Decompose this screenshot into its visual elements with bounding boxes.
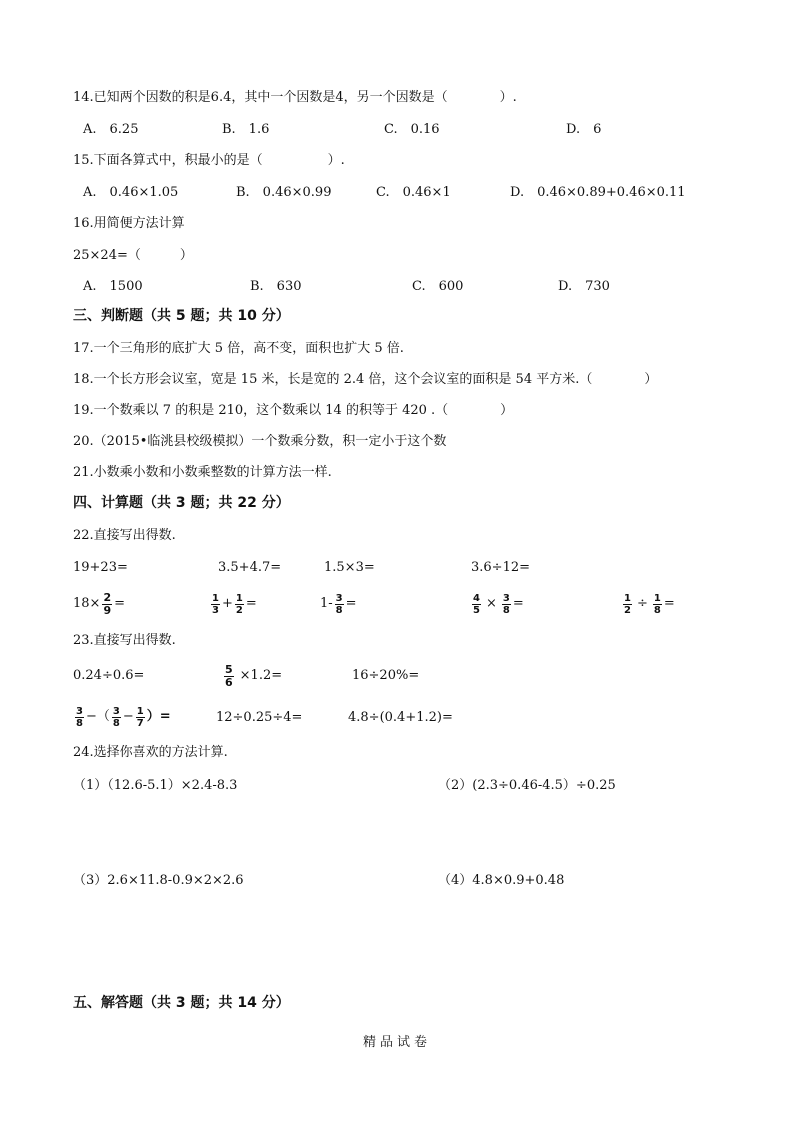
section-4-title: 四、计算题（共 3 题；共 22 分） (73, 495, 290, 511)
numerator: 1 (235, 592, 243, 604)
q22-item-4: 3.6÷12= (471, 560, 531, 575)
q22-item-7-equals: = (345, 596, 357, 611)
q24-stem: 24.选择你喜欢的方法计算. (73, 745, 228, 760)
q22-item-1: 19+23= (73, 560, 128, 575)
numerator: 1 (624, 592, 631, 604)
q23-item-4-fraction-a (75, 706, 84, 729)
q22-item-6-equals: = (245, 596, 257, 611)
denominator: 7 (136, 717, 144, 729)
q17-statement: 17.一个三角形的底扩大 5 倍，高不变，面积也扩大 5 倍. (73, 341, 404, 356)
denominator: 3 (212, 604, 219, 616)
q14-stem: 14.已知两个因数的积是6.4，其中一个因数是4，另一个因数是（ ）. (73, 90, 517, 105)
denominator: 2 (235, 604, 243, 616)
q23-item-5: 12÷0.25÷4= (216, 710, 303, 725)
q22-item-9-operator: ÷ (636, 596, 648, 611)
q23-item-4-paren-close: ）= (146, 709, 171, 724)
q23-item-1: 0.24÷0.6= (73, 668, 145, 683)
q22-item-9 (621, 590, 675, 618)
numerator: 3 (112, 705, 120, 717)
q22-item-3: 1.5×3= (324, 560, 375, 575)
q14-option-b[interactable]: B. 1.6 (222, 122, 270, 137)
q16-option-b[interactable]: B. 630 (250, 279, 302, 294)
numerator: 2 (103, 590, 112, 604)
q22-item-6-fraction-a (211, 593, 220, 616)
numerator: 3 (76, 705, 83, 717)
q22-item-8-fraction-a (472, 593, 481, 616)
q23-item-4-paren-open: −（ (85, 709, 110, 724)
q23-stem: 23.直接写出得数. (73, 633, 176, 648)
denominator: 8 (653, 604, 661, 616)
q22-item-9-fraction-b (653, 593, 662, 616)
q18-statement: 18.一个长方形会议室，宽是 15 米，长是宽的 2.4 倍，这个会议室的面积是 54 平方米.（ ） (73, 372, 658, 387)
denominator: 8 (112, 717, 120, 729)
q23-item-6: 4.8÷(0.4+1.2)= (348, 710, 453, 725)
q24-item-1: （1）（12.6-5.1）×2.4-8.3 (73, 778, 238, 793)
q22-item-7-prefix: 1- (320, 596, 333, 611)
numerator: 1 (212, 592, 219, 604)
q23-item-4-fraction-c (136, 706, 145, 729)
page-footer: 精品试卷 (362, 1035, 431, 1050)
numerator: 1 (136, 705, 144, 717)
q22-item-5-prefix: 18× (73, 596, 101, 611)
q22-item-5-fraction (102, 592, 112, 617)
q22-item-5 (73, 590, 125, 618)
q15-stem: 15.下面各算式中，积最小的是（ ）. (73, 153, 345, 168)
q15-option-d[interactable]: D. 0.46×0.89+0.46×0.11 (510, 185, 686, 200)
q22-item-2: 3.5+4.7= (218, 560, 282, 575)
q16-option-c[interactable]: C. 600 (412, 279, 464, 294)
numerator: 4 (473, 592, 480, 604)
q23-item-4-fraction-b (112, 706, 121, 729)
q14-option-d[interactable]: D. 6 (566, 122, 602, 137)
q22-item-8 (470, 590, 524, 618)
denominator: 9 (103, 603, 112, 617)
q16-expression: 25×24=（ ） (73, 248, 193, 263)
q24-item-2: （2）(2.3÷0.46-4.5）÷0.25 (438, 778, 616, 793)
q16-option-d[interactable]: D. 730 (558, 279, 610, 294)
denominator: 6 (225, 675, 233, 689)
section-5-title: 五、解答题（共 3 题；共 14 分） (73, 995, 290, 1011)
q22-item-9-fraction-a (623, 593, 632, 616)
q14-option-c[interactable]: C. 0.16 (384, 122, 440, 137)
q22-item-8-equals: = (512, 596, 524, 611)
q16-stem: 16.用简便方法计算 (73, 216, 185, 231)
q23-item-3: 16÷20%= (352, 668, 420, 683)
q14-option-a[interactable]: A. 6.25 (83, 122, 139, 137)
q23-item-4 (73, 703, 171, 731)
q16-option-a[interactable]: A. 1500 (83, 279, 143, 294)
q22-item-6-operator: + (221, 596, 233, 611)
denominator: 8 (335, 604, 343, 616)
denominator: 2 (624, 604, 631, 616)
q15-option-a[interactable]: A. 0.46×1.05 (83, 185, 179, 200)
denominator: 8 (76, 717, 83, 729)
q15-option-b[interactable]: B. 0.46×0.99 (236, 185, 332, 200)
q22-item-5-equals: = (114, 596, 125, 611)
denominator: 8 (502, 604, 510, 616)
q24-item-3: （3）2.6×11.8-0.9×2×2.6 (73, 873, 244, 888)
q19-statement: 19.一个数乘以 7 的积是 210，这个数乘以 14 的积等于 420 .（ ） (73, 403, 514, 418)
numerator: 3 (502, 592, 510, 604)
q24-item-4: （4）4.8×0.9+0.48 (438, 873, 565, 888)
numerator: 3 (335, 592, 343, 604)
numerator: 1 (653, 592, 661, 604)
q22-item-9-equals: = (663, 596, 675, 611)
q22-item-8-fraction-b (502, 593, 511, 616)
q22-item-6-fraction-b (235, 593, 244, 616)
q22-stem: 22.直接写出得数. (73, 528, 176, 543)
section-3-title: 三、判断题（共 5 题；共 10 分） (73, 308, 290, 324)
q23-item-2-rest: ×1.2= (239, 668, 283, 683)
q23-item-2 (222, 661, 282, 691)
q23-item-2-fraction (224, 664, 234, 689)
q23-item-4-operator: − (122, 709, 134, 724)
q22-item-8-operator: × (485, 596, 497, 611)
q21-statement: 21.小数乘小数和小数乘整数的计算方法一样. (73, 465, 332, 480)
q15-option-c[interactable]: C. 0.46×1 (376, 185, 451, 200)
q22-item-7 (320, 590, 357, 618)
q20-statement: 20.（2015•临洮县校级模拟）一个数乘分数，积一定小于这个数 (73, 434, 447, 449)
numerator: 5 (225, 662, 233, 676)
q22-item-6 (209, 590, 257, 618)
denominator: 5 (473, 604, 480, 616)
q22-item-7-fraction (335, 593, 344, 616)
